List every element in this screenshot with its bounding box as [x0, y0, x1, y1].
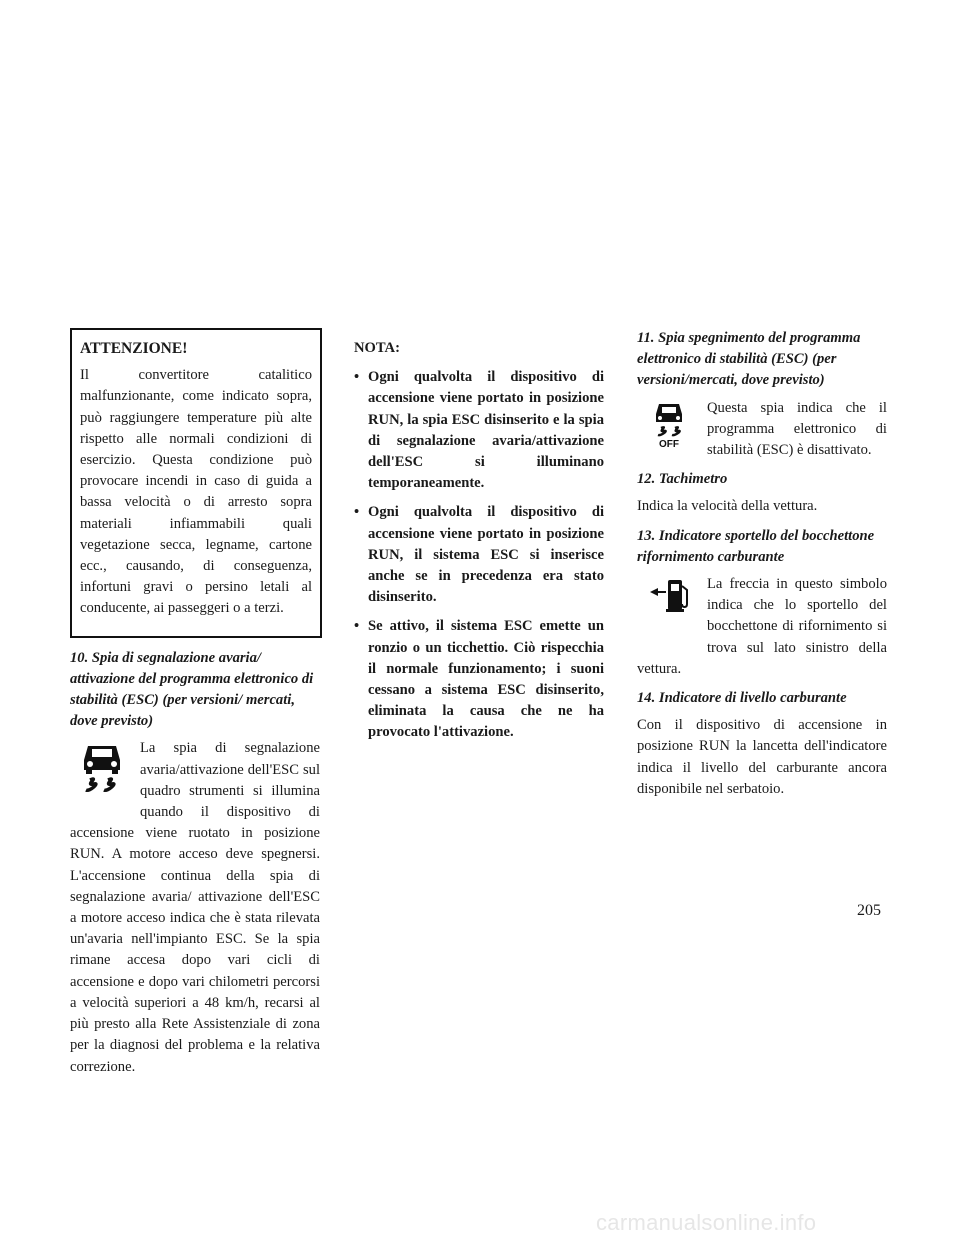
note-item: [354, 616, 604, 743]
section-14-text: Con il dispositivo di accensione in posizione RUN la lancetta dell'indicatore indica il livello del carburante ancora disponibile nel serbatoio.: [637, 717, 887, 797]
page-number: 205: [857, 902, 881, 919]
section-12-heading: 12. Tachimetro: [637, 471, 728, 488]
section-11-heading: 11. Spia spegnimento del programma elettronico di stabilità (ESC) (per versioni/mercati, dove previsto): [637, 330, 861, 389]
note-label: NOTA:: [354, 340, 400, 356]
fuel-door-icon: [637, 576, 701, 636]
section-11-body: [637, 398, 887, 470]
watermark: carmanualsonline.info: [596, 1210, 817, 1235]
column-left: [70, 328, 320, 1086]
note-item-text: Se attivo, il sistema ESC emette un ronzio o un ticchettio. Ciò rispecchia il normale funzionamento; i suoni cessano a sistema ESC disinserito, eliminata la causa che ne ha provocato l'attivazione.: [368, 618, 604, 741]
esc-off-icon-label: OFF: [659, 438, 679, 448]
note-list: [354, 367, 604, 743]
section-11-text: Questa spia indica che il programma elettronico di stabilità (ESC) è disattivato.: [707, 399, 887, 459]
bullet-icon: •: [354, 618, 360, 635]
section-13-text: La freccia in questo simbolo indica che lo sportello del bocchettone di rifornimento si trova sul lato sinistro della vettura.: [637, 576, 887, 677]
warning-text: Il convertitore catalitico malfunzionante, come indicato sopra, può raggiungere temperature più alte rispetto alle normali condizioni di esercizio. Questa condizione può provocare incendi in caso di guida a bassa velocità o di arresto sopra materiali infiammabili quali vegetazione secca, legname, cartone ecc., causando, di conseguenza, infortuni gravi o persino letali al conducente, ai passeggeri o a terzi.: [80, 367, 312, 617]
section-13-heading: 13. Indicatore sportello del bocchettone rifornimento carburante: [637, 527, 875, 565]
esc-skid-icon: [70, 740, 134, 800]
warning-title: ATTENZIONE!: [80, 340, 188, 357]
section-12-text: Indica la velocità della vettura.: [637, 498, 818, 515]
section-14-heading: 14. Indicatore di livello carburante: [637, 690, 847, 707]
note-item-text: Ogni qualvolta il dispositivo di accensione viene portato in posizione RUN, la spia ESC disinserito e la spia di segnalazione avaria/attivazione dell'ESC si illuminano temporaneamente.: [368, 369, 604, 492]
column-middle: [354, 328, 604, 752]
section-10-body: [70, 738, 320, 1085]
section-13-body: [637, 574, 887, 688]
bullet-icon: •: [354, 369, 360, 386]
note-item-text: Ogni qualvolta il dispositivo di accensione viene portato in posizione RUN, il sistema ESC si inserisce anche se in precedenza era stato disinserito.: [368, 504, 604, 606]
note-item: [354, 502, 604, 608]
section-10-text: La spia di segnalazione avaria/attivazione dell'ESC sul quadro strumenti si illumina quando il dispositivo di accensione viene ruotato in posizione RUN. A motore acceso deve spegnersi. L'accensione continua della spia di segnalazione avaria/ attivazione dell'ESC a motore acceso indica che è stata rilevata un'avaria nell'impianto ESC. Se la spia rimane accesa dopo vari cicli di accensione e dopo vari chilometri percorsi a velocità superiori a 48 km/h, recarsi al più presto alla Rete Assistenziale di zona per la diagnosi del problema e la relativa correzione.: [70, 740, 320, 1075]
column-right: [637, 328, 887, 808]
warning-box: [70, 328, 322, 638]
bullet-icon: •: [354, 504, 360, 521]
section-10-heading: 10. Spia di segnalazione avaria/ attivazione del programma elettronico di stabilità (ESC) (per versioni/ mercati, dove previsto): [70, 649, 314, 730]
note-item: [354, 367, 604, 494]
esc-off-icon: [637, 400, 701, 460]
